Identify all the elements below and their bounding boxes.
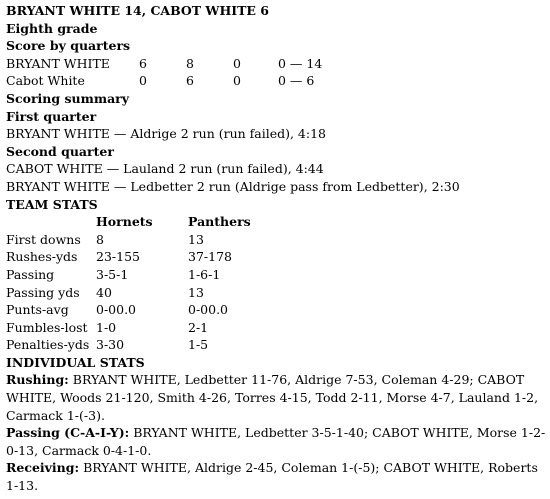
passing-text: 0-13, Carmack 0-4-1-0. — [6, 442, 152, 458]
team-stat-row — [6, 266, 544, 284]
team-stat-row — [6, 301, 544, 319]
panthers-value: 0-00.0 — [188, 302, 229, 318]
quarter-2-score: 6 — [186, 73, 194, 89]
receiving-label: Receiving: — [6, 460, 80, 476]
hornets-value: 0-00.0 — [96, 302, 137, 318]
quarter-row — [6, 55, 544, 73]
individual-stats-heading: INDIVIDUAL STATS — [6, 354, 145, 370]
passing-line — [6, 424, 544, 442]
team-stat-row — [6, 284, 544, 302]
panthers-value: 2-1 — [188, 319, 209, 335]
passing-text: BRYANT WHITE, Ledbetter 3-5-1-40; CABOT WHITE, Morse 1-2- — [129, 425, 546, 441]
panthers-value: 13 — [188, 284, 204, 300]
stat-name: First downs — [6, 231, 81, 247]
panthers-value: 1-6-1 — [188, 266, 221, 282]
panthers-header: Panthers — [188, 214, 251, 230]
hornets-value: 23-155 — [96, 249, 140, 265]
panthers-value: 13 — [188, 231, 204, 247]
headline: BRYANT WHITE 14, CABOT WHITE 6 — [6, 3, 270, 18]
hornets-value: 3-30 — [96, 337, 125, 353]
rushing-label: Rushing: — [6, 372, 69, 388]
quarter-4-final: 0 — 14 — [278, 55, 323, 71]
scoring-play: CABOT WHITE — Lauland 2 run (run failed), 4:44 — [6, 161, 324, 177]
first-quarter-heading: First quarter — [6, 108, 97, 124]
quarter-row — [6, 72, 544, 90]
receiving-text: 1-13. — [6, 478, 39, 494]
stat-name: Fumbles-lost — [6, 319, 88, 335]
hornets-value: 1-0 — [96, 319, 117, 335]
stat-name: Passing — [6, 266, 55, 282]
quarter-1-score: 6 — [139, 55, 147, 71]
score-by-quarters-heading: Score by quarters — [6, 38, 131, 54]
team-stat-row — [6, 231, 544, 249]
receiving-text: BRYANT WHITE, Aldrige 2-45, Coleman 1-(-5); CABOT WHITE, Roberts — [79, 460, 538, 476]
second-quarter-heading: Second quarter — [6, 143, 114, 159]
scoring-play: BRYANT WHITE — Aldrige 2 run (run failed), 4:18 — [6, 126, 327, 142]
hornets-value: 40 — [96, 284, 112, 300]
quarter-4-final: 0 — 6 — [278, 73, 315, 89]
hornets-value: 3-5-1 — [96, 266, 129, 282]
quarter-team: Cabot White — [6, 73, 85, 89]
stat-header-blank — [6, 213, 96, 231]
hornets-value: 8 — [96, 231, 104, 247]
scoring-summary-heading: Scoring summary — [6, 90, 130, 106]
rushing-text: WHITE, Woods 21-120, Smith 4-26, Torres 4-15, Todd 2-11, Morse 4-7, Lauland 1-2, — [6, 390, 539, 406]
team-stats-header-row — [6, 213, 544, 231]
rushing-text: Carmack 1-(-3). — [6, 407, 105, 423]
team-stat-row — [6, 336, 544, 354]
team-stat-row — [6, 319, 544, 337]
team-stat-row — [6, 248, 544, 266]
subhead: Eighth grade — [6, 20, 98, 36]
quarter-2-score: 8 — [186, 55, 194, 71]
panthers-value: 37-178 — [188, 249, 232, 265]
quarter-team: BRYANT WHITE — [6, 55, 110, 71]
team-stats-heading: TEAM STATS — [6, 196, 98, 212]
rushing-line — [6, 371, 544, 389]
quarter-3-score: 0 — [233, 55, 241, 71]
scoring-play: BRYANT WHITE — Ledbetter 2 run (Aldrige pass from Ledbetter), 2:30 — [6, 178, 460, 194]
rushing-text: BRYANT WHITE, Ledbetter 11-76, Aldrige 7-53, Coleman 4-29; CABOT — [68, 372, 525, 388]
passing-label: Passing (C-A-I-Y): — [6, 425, 130, 441]
stat-name: Passing yds — [6, 284, 80, 300]
stat-name: Penalties-yds — [6, 337, 90, 353]
receiving-line — [6, 459, 544, 477]
stat-name: Punts-avg — [6, 302, 69, 318]
stat-name: Rushes-yds — [6, 249, 78, 265]
panthers-value: 1-5 — [188, 337, 209, 353]
hornets-header: Hornets — [96, 214, 153, 230]
quarter-3-score: 0 — [233, 73, 241, 89]
quarter-1-score: 0 — [139, 73, 147, 89]
